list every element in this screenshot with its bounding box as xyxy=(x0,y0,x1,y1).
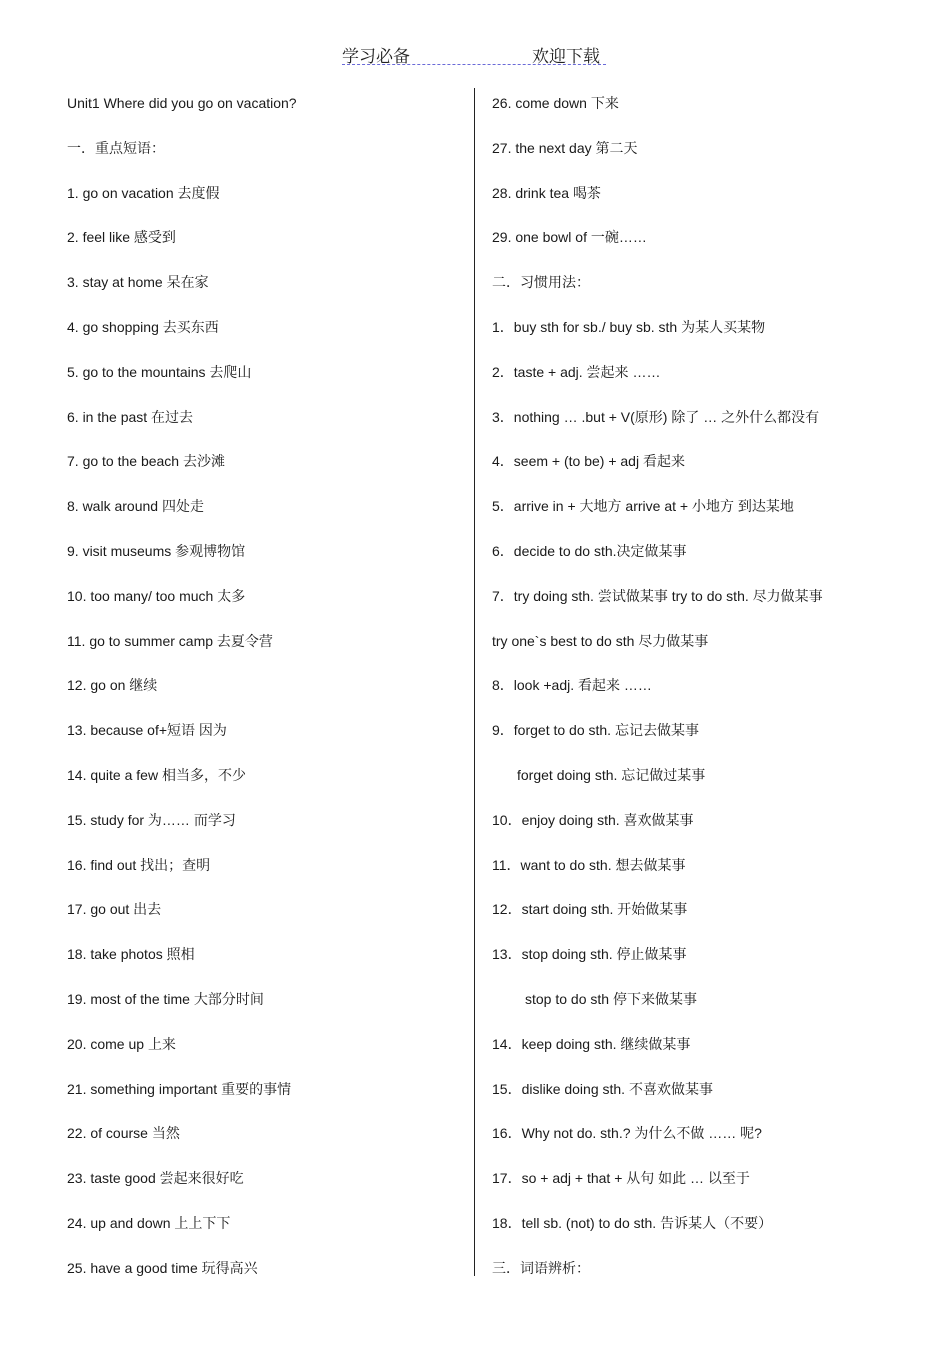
list-item-text: 12. go on 继续 xyxy=(67,677,158,694)
list-item-text: 8．look +adj. 看起来 …… xyxy=(492,677,652,694)
list-item-text: stop to do sth 停下来做某事 xyxy=(525,990,697,1007)
left-list-item xyxy=(67,810,467,855)
left-list-item xyxy=(67,496,467,541)
list-item-text: 15. study for 为…… 而学习 xyxy=(67,811,236,828)
list-item-text: 2. feel like 感受到 xyxy=(67,229,176,246)
right-column xyxy=(492,93,922,1303)
list-item-text: 5. go to the mountains 去爬山 xyxy=(67,363,252,380)
list-item-text: 二．习惯用法： xyxy=(492,274,590,291)
left-list-item xyxy=(67,1123,467,1168)
left-list-item xyxy=(67,451,467,496)
list-item-text: 4．seem + (to be) + adj 看起来 xyxy=(492,453,685,470)
right-list-item xyxy=(492,183,922,228)
right-list-item xyxy=(492,1123,922,1168)
right-list-item xyxy=(492,272,922,317)
list-item-text: 21. something important 重要的事情 xyxy=(67,1080,292,1097)
list-item-text: 三．词语辨析： xyxy=(492,1259,590,1276)
right-list-item xyxy=(492,989,922,1034)
left-list-item xyxy=(67,317,467,362)
list-item-text: forget doing sth. 忘记做过某事 xyxy=(517,766,706,783)
right-list-item xyxy=(492,720,922,765)
left-list-item xyxy=(67,93,467,138)
left-list-item xyxy=(67,183,467,228)
list-item-text: 14．keep doing sth. 继续做某事 xyxy=(492,1035,691,1052)
list-item-text: 29. one bowl of 一碗…… xyxy=(492,229,647,246)
left-list-item xyxy=(67,944,467,989)
left-list-item xyxy=(67,989,467,1034)
header-right-text: 欢迎下载 xyxy=(532,47,600,66)
right-list-item xyxy=(492,362,922,407)
right-list-item xyxy=(492,93,922,138)
right-list-item xyxy=(492,765,922,810)
list-item-text: 19. most of the time 大部分时间 xyxy=(67,990,264,1007)
list-item-text: 6. in the past 在过去 xyxy=(67,408,194,425)
right-list-item xyxy=(492,451,922,496)
list-item-text: 27. the next day 第二天 xyxy=(492,139,638,156)
list-item-text: 3．nothing … .but + V(原形) 除了 … 之外什么都没有 xyxy=(492,408,820,425)
list-item-text: 9．forget to do sth. 忘记去做某事 xyxy=(492,722,699,739)
right-list-item xyxy=(492,855,922,900)
left-list-item xyxy=(67,1168,467,1213)
left-list-item xyxy=(67,631,467,676)
right-list-item xyxy=(492,138,922,183)
left-column xyxy=(67,93,467,1303)
list-item-text: 7. go to the beach 去沙滩 xyxy=(67,453,225,470)
right-list-item xyxy=(492,407,922,452)
list-item-text: 16. find out 找出；查明 xyxy=(67,856,211,873)
list-item-text: 24. up and down 上上下下 xyxy=(67,1214,231,1231)
right-list-item xyxy=(492,586,922,631)
left-list-item xyxy=(67,1079,467,1124)
left-list-item xyxy=(67,1213,467,1258)
left-list-item xyxy=(67,272,467,317)
right-list-item xyxy=(492,1213,922,1258)
list-item-text: 7．try doing sth. 尝试做某事 try to do sth. 尽力做某事 xyxy=(492,587,823,604)
left-list-item xyxy=(67,1034,467,1079)
left-list-item xyxy=(67,765,467,810)
list-item-text: 3. stay at home 呆在家 xyxy=(67,274,209,291)
list-item-text: 8. walk around 四处走 xyxy=(67,498,204,515)
left-list-item xyxy=(67,586,467,631)
list-item-text: 4. go shopping 去买东西 xyxy=(67,318,219,335)
left-list-item xyxy=(67,720,467,765)
list-item-text: 25. have a good time 玩得高兴 xyxy=(67,1259,258,1276)
left-list-item xyxy=(67,407,467,452)
list-item-text: 12．start doing sth. 开始做某事 xyxy=(492,901,688,918)
left-list-item xyxy=(67,899,467,944)
page-header xyxy=(342,42,606,65)
left-list-item xyxy=(67,227,467,272)
right-list-item xyxy=(492,944,922,989)
list-item-text: 20. come up 上来 xyxy=(67,1035,176,1052)
right-list-item xyxy=(492,1034,922,1079)
list-item-text: 2．taste + adj. 尝起来 …… xyxy=(492,363,661,380)
list-item-text: 一．重点短语： xyxy=(67,139,165,156)
list-item-text: 28. drink tea 喝茶 xyxy=(492,184,601,201)
list-item-text: 10．enjoy doing sth. 喜欢做某事 xyxy=(492,811,694,828)
list-item-text: 15．dislike doing sth. 不喜欢做某事 xyxy=(492,1080,713,1097)
left-list-item xyxy=(67,855,467,900)
left-list-item xyxy=(67,1258,467,1303)
list-item-text: 16．Why not do. sth.? 为什么不做 …… 呢? xyxy=(492,1125,762,1142)
right-list-item xyxy=(492,541,922,586)
left-list-item xyxy=(67,138,467,183)
right-list-item xyxy=(492,1168,922,1213)
list-item-text: Unit1 Where did you go on vacation? xyxy=(67,95,297,111)
left-list-item xyxy=(67,541,467,586)
list-item-text: 1．buy sth for sb./ buy sb. sth 为某人买某物 xyxy=(492,318,766,335)
list-item-text: 18. take photos 照相 xyxy=(67,946,195,963)
left-list-item xyxy=(67,362,467,407)
right-list-item xyxy=(492,631,922,676)
right-list-item xyxy=(492,227,922,272)
left-list-item xyxy=(67,675,467,720)
right-list-item xyxy=(492,899,922,944)
header-left-text: 学习必备 xyxy=(342,47,410,66)
right-list-item xyxy=(492,675,922,720)
right-list-item xyxy=(492,1079,922,1124)
list-item-text: 23. taste good 尝起来很好吃 xyxy=(67,1170,244,1187)
column-divider xyxy=(474,88,475,1276)
list-item-text: 11．want to do sth. 想去做某事 xyxy=(492,856,686,873)
right-list-item xyxy=(492,1258,922,1303)
list-item-text: 10. too many/ too much 太多 xyxy=(67,587,246,604)
list-item-text: 18．tell sb. (not) to do sth. 告诉某人（不要） xyxy=(492,1214,773,1231)
list-item-text: 17. go out 出去 xyxy=(67,901,162,918)
right-list-item xyxy=(492,496,922,541)
list-item-text: 11. go to summer camp 去夏令营 xyxy=(67,632,273,649)
list-item-text: 22. of course 当然 xyxy=(67,1125,180,1142)
list-item-text: 9. visit museums 参观博物馆 xyxy=(67,542,246,559)
list-item-text: 17．so + adj + that + 从句 如此 … 以至于 xyxy=(492,1170,750,1187)
list-item-text: 5．arrive in + 大地方 arrive at + 小地方 到达某地 xyxy=(492,498,794,515)
list-item-text: 1. go on vacation 去度假 xyxy=(67,184,220,201)
right-list-item xyxy=(492,317,922,362)
right-list-item xyxy=(492,810,922,855)
list-item-text: 6．decide to do sth.决定做某事 xyxy=(492,542,687,559)
list-item-text: 13. because of+短语 因为 xyxy=(67,722,227,739)
list-item-text: 26. come down 下来 xyxy=(492,95,619,111)
list-item-text: 14. quite a few 相当多，不少 xyxy=(67,766,246,783)
list-item-text: 13．stop doing sth. 停止做某事 xyxy=(492,946,687,963)
list-item-text: try one`s best to do sth 尽力做某事 xyxy=(492,632,709,649)
